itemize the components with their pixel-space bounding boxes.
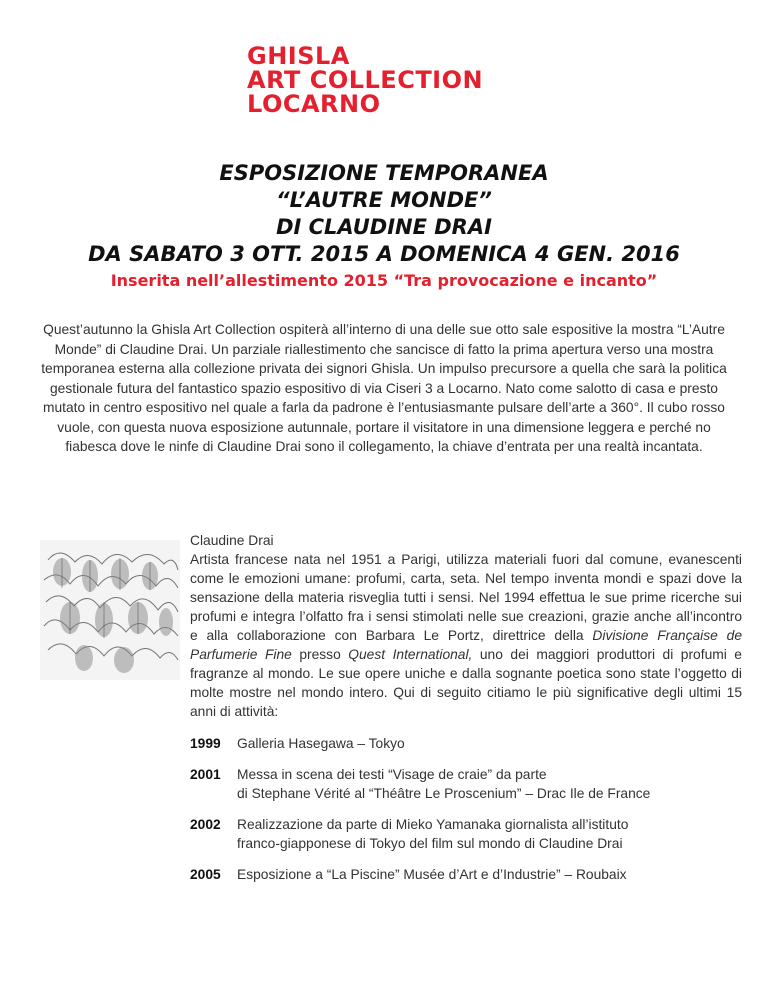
exhibition-dates: DA SABATO 3 OTT. 2015 A DOMENICA 4 GEN. 2016 [88,242,680,266]
event-description: Galleria Hasegawa – Tokyo [237,736,405,751]
event-year: 2005 [190,867,221,882]
title-line-3: DI CLAUDINE DRAI [276,215,492,239]
list-item [190,865,750,884]
list-item [190,815,750,853]
artist-bio-text [190,550,742,721]
event-description: Esposizione a “La Piscine” Musée d’Art e d’Industrie” – Roubaix [237,867,627,882]
artist-bio [190,531,742,721]
event-year: 2002 [190,817,221,832]
artist-name: Claudine Drai [190,533,274,548]
exhibition-title-block [0,160,768,292]
title-line-2: “L’AUTRE MONDE” [276,188,492,212]
bio-text-part-3: uno dei maggiori produttori di profumi e fragranze al mondo. Le sue opere uniche e dalla sognante poetica sono state l’oggetto di molte mostre nel mondo intero. Qui di seguito citiamo le più significative degli ultimi 15 anni di attività: [190,647,742,719]
bio-division-name: Divisione Française de Parfumerie Fine [190,628,742,662]
event-year: 2001 [190,767,221,782]
event-year: 1999 [190,736,221,751]
list-item [190,734,750,753]
exhibition-subtitle: Inserita nell’allestimento 2015 “Tra provocazione e incanto” [110,271,658,290]
logo-line-3: LOCARNO [247,90,381,118]
ghisla-logo [247,44,483,116]
title-line-1: ESPOSIZIONE TEMPORANEA [219,161,549,185]
event-description: Messa in scena dei testi “Visage de craie” da parte di Stephane Vérité al “Théâtre Le Proscenium” – Drac Ile de France [237,767,651,801]
events-list [190,734,750,896]
bio-company-name: Quest International, [348,647,473,662]
bio-text-part-1: Artista francese nata nel 1951 a Parigi, utilizza materiali fuori dal comune, evanescenti come le emozioni umane: profumi, carta, seta. Nel tempo inventa mondi e spazi dove la sensazione della materia risveglia tutti i sensi. Nel 1994 effettua le sue prime ricerche sui profumi e integra l’olfatto fra i sensi stimolati nelle sue creazioni, grazie anche all’incontro e alla collaborazione con Barbara Le Portz, direttrice della [190,552,742,643]
list-item [190,765,750,803]
logo-line-1: GHISLA [247,42,350,70]
intro-paragraph: Quest’autunno la Ghisla Art Collection ospiterà all’interno di una delle sue otto sale espositive la mostra “L’Autre Monde” di Claudine Drai. Un parziale riallestimento che sancisce di fatto la prima apertura verso una mostra temporanea esterna alla collezione privata dei signori Ghisla. Un impulso precursore a quella che sarà la politica gestionale futura del fantastico spazio espositivo di via Ciseri 3 a Locarno. Nato come salotto di casa e presto mutato in centro espositivo nel quale a farla da padrone è l’entusiasmante pulsare dell’arte a 360°. Il cubo rosso vuole, con questa nuova esposizione autunnale, portare il visitatore in una dimensione leggera e perché no fiabesca dove le ninfe di Claudine Drai sono il collegamento, la chiave d’entrata per una realtà incantata. [41,322,727,454]
logo-line-2: ART COLLECTION [247,66,484,94]
bio-text-part-2: presso [291,647,349,662]
artwork-image [40,540,180,680]
event-description: Realizzazione da parte di Mieko Yamanaka giornalista all’istituto franco-giapponese di Tokyo del film sul mondo di Claudine Drai [237,817,629,851]
